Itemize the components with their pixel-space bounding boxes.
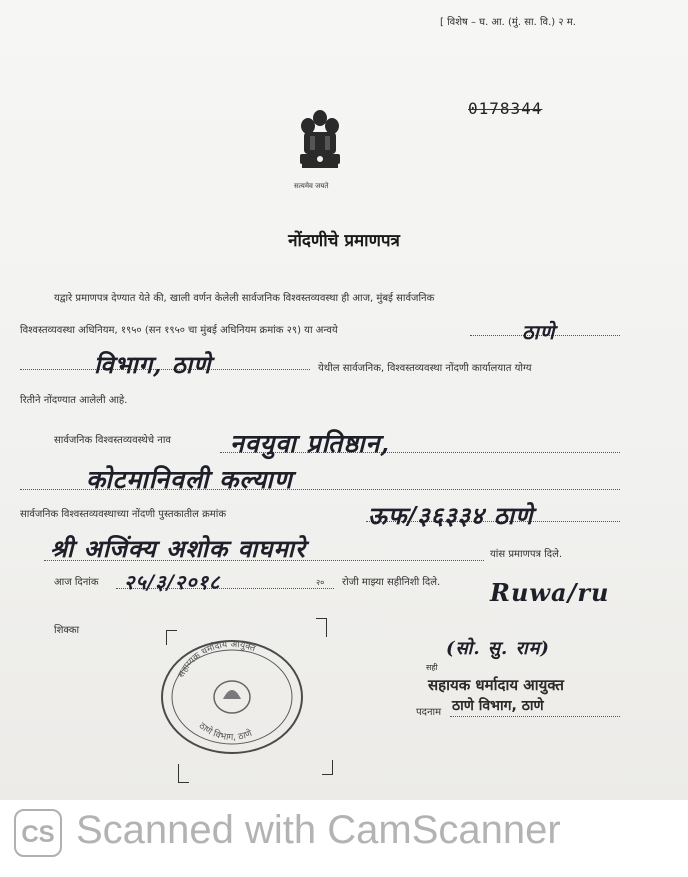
svg-text:सहाय्यक धर्मादाय आयुक्त xyxy=(177,640,258,680)
recipient-suffix: यांस प्रमाणपत्र दिले. xyxy=(490,549,563,560)
signature-scrawl: Ruwa/ru xyxy=(490,578,610,607)
header-reference: [ विशेष – घ. आ. (मुं. सा. वि.) २ म. xyxy=(440,17,576,28)
seal-label: शिक्का xyxy=(54,625,80,636)
body-line-4: रितीने नोंदण्यात आलेली आहे. xyxy=(20,395,128,406)
body-line-3: येथील सार्वजनिक, विश्वस्तव्यवस्था नोंदणी कार्यालयात योग्य xyxy=(318,363,532,374)
serial-number: 0178344 xyxy=(468,99,543,118)
seal-box-corner xyxy=(178,764,189,783)
date-label: आज दिनांक xyxy=(54,577,99,588)
hand-division: विभाग, ठाणे xyxy=(94,350,212,379)
hand-trust-name-2: कोटमानिवली कल्याण xyxy=(86,465,293,494)
office-name: ठाणे विभाग, ठाणे xyxy=(452,698,544,714)
seal-box-corner xyxy=(322,760,333,775)
body-line-2: विश्वस्तव्यवस्था अधिनियम, १९५० (सन १९५० चा मुंबई अधिनियम क्रमांक २९) या अन्वये xyxy=(20,325,338,336)
hand-date: २५/३/२०१८ xyxy=(124,570,221,594)
date-year-prefix: २० xyxy=(316,578,325,587)
svg-text:CS: CS xyxy=(21,821,55,848)
dotted-line xyxy=(450,716,620,717)
hand-trust-name-1: नवयुवा प्रतिष्ठान, xyxy=(230,429,391,458)
date-suffix: रोजी माझ्या सहीनिशी दिले. xyxy=(342,577,441,588)
seal-box-corner xyxy=(316,618,327,637)
camscanner-watermark: Scanned with CamScanner xyxy=(76,808,561,852)
hand-region: ठाणे xyxy=(522,320,556,344)
registration-label: सार्वजनिक विश्वस्तव्यवस्थाच्या नोंदणी पुस्तकातील क्रमांक xyxy=(20,509,227,520)
signature-initials: (सो. सु. राम) xyxy=(446,638,550,659)
body-line-1: यद्वारे प्रमाणपत्र देण्यात येते की, खाली वर्णन केलेली सार्वजनिक विश्वस्तव्यवस्था ही आज, मुंबई सार्वजनिक xyxy=(54,293,435,304)
designation-label: पदनाम xyxy=(416,707,442,718)
trust-name-label: सार्वजनिक विश्वस्तव्यवस्थेचे नाव xyxy=(54,435,171,446)
stamp-text-top: सहाय्यक धर्मादाय आयुक्त xyxy=(176,639,257,680)
national-emblem-icon xyxy=(290,104,350,186)
official-seal-stamp xyxy=(157,637,307,757)
sign-label: सही xyxy=(426,663,438,672)
certificate-title: नोंदणीचे प्रमाणपत्र xyxy=(288,231,400,251)
emblem-motto: सत्यमेव जयते xyxy=(294,182,329,190)
hand-registration-number: ऊफ/३६३३४ ठाणे xyxy=(368,501,534,530)
stamp-text-bottom: ठाणे विभाग, ठाणे xyxy=(196,721,254,743)
officer-title: सहायक धर्मादाय आयुक्त xyxy=(428,676,564,694)
hand-recipient-name: श्री अजिंक्य अशोक वाघमारे xyxy=(50,534,306,563)
camscanner-logo-icon xyxy=(14,809,62,857)
